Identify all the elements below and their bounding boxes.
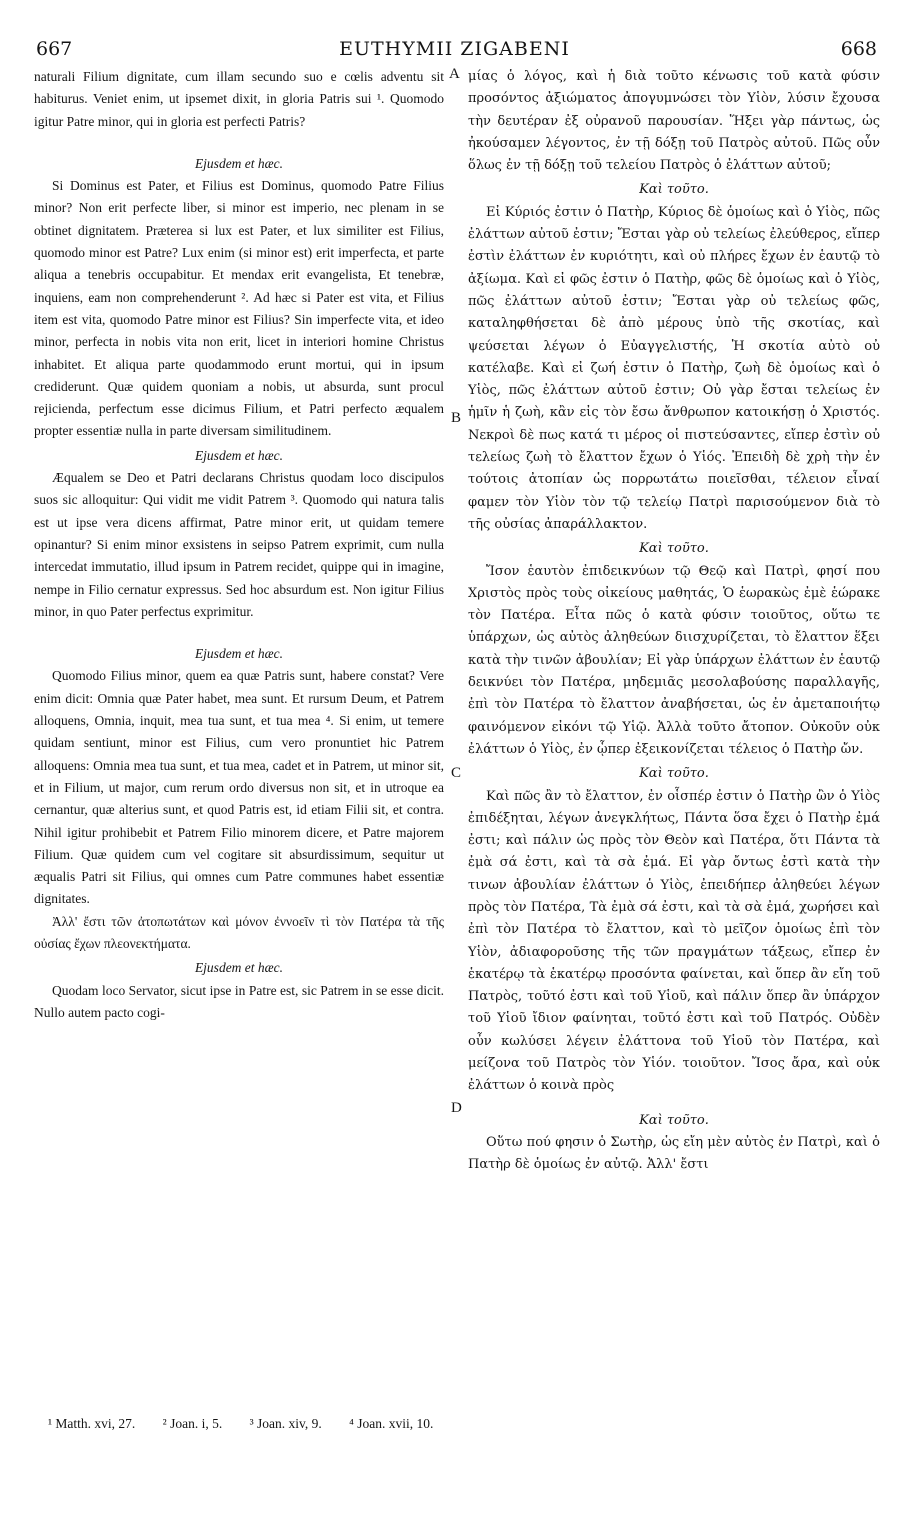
latin-column (34, 66, 444, 1024)
section-heading: Καὶ τοῦτο. (639, 541, 709, 557)
latin-paragraph: naturali Filium dignitate, cum illam secundo suo e cœlis adventu sit habiturus. Veniet enim, ut ipsemet dixit, in gloria Patris sui ¹. Quomodo igitur Patre minor, qui in gloria est perfecti Patris? (34, 69, 444, 129)
latin-paragraph: Si Dominus est Pater, et Filius est Dominus, quomodo Patre Filius minor? Non erit perfecte liber, si minor est imperio, nec plenam in se obtinet dignitatem. Præterea si lux est Pater, et lux similiter est Filius, quomodo minor est Patre? Lux enim (si minor est) erit imperfecta, et parte aliqua a tenebris occupabitur. Et mendax erit evangelista, Et tenebræ, inquiens, eam non comprehenderunt ². Ad hæc si Pater est vita, et Filius item est vita, quomodo Patre minor est Filius? Sin imperfecte vita, et ideo minor, perfecta in nobis vita non erit, licet in interiori homine Christus inhabitet. Et aliqua parte quodammodo erunt mortui, qui in ipsum crediderunt. Quæ quidem quoniam a nobis, ut absurda, sunt procul rejicienda, perfectum esse dicimus Filium, et Patri perfecto æqualem propter essentiæ nulla in parte diversam similitudinem. (34, 178, 444, 439)
margin-letter-d: D (451, 1100, 462, 1116)
greek-spill-line: Ἀλλ' ἔστι τῶν ἀτοπωτάτων καὶ μόνον ἐννοεῖν τὶ τὸν Πατέρα τὰ τῆς οὐσίας ἔχων πλεονεκτήματα. (34, 913, 444, 951)
page-number-left: 667 (36, 38, 73, 60)
margin-letter-a: A (449, 66, 460, 82)
page-header (30, 38, 879, 64)
latin-paragraph: Quomodo Filius minor, quem ea quæ Patris sunt, habere constat? Vere enim dicit: Omnia quæ Pater habet, mea sunt. Et rursum Deum, et Patrem alloquens, Omnia, inquit, mea tua sunt, et tua mea ⁴. Si enim, ut temere quidam sentiunt, minor est Filius, cum vero pronuntiet hic Patrem alloquens: Omnia mea tua sunt, et tua mea, cadet et in Patrem, ut minor sit, et in Filium, ut major, cum rerum ordo diversus non sit, et in utroque ea cernantur, quæ alterius sunt, et quod Patris est, id etiam Filii sit, et contra. Nihil igitur prohibebit et Patrem Filio minorem dicere, et Patre majorem Filium. Quæ quidem cum vel cogitare sit absurdissimum, sequitur ut æqualis Patri sit Filius, qui omnes cum Patre communes habet essentiæ dignitates. (34, 668, 444, 907)
greek-column (468, 66, 880, 1177)
section-heading: Καὶ τοῦτο. (639, 182, 709, 198)
section-heading: Καὶ τοῦτο. (639, 766, 709, 782)
footnote: ¹ Matth. xvi, 27. (48, 1416, 136, 1431)
running-title: EUTHYMII ZIGABENI (339, 38, 570, 60)
greek-paragraph: Εἰ Κύριός ἐστιν ὁ Πατὴρ, Κύριος δὲ ὁμοίως καὶ ὁ Υἱὸς, πῶς ἐλάττων αὐτοῦ ἐστιν; Ἔσται γὰρ οὐ τελείως ἐλεύθερος, εἴπερ ἐστὶν ἐλάττων ἐν κυριότητι, καὶ οὐ πλήρες ἔχων ἐν ἑαυτῷ τὸ ἀξίωμα. Καὶ εἰ φῶς ἐστιν ὁ Πατὴρ, φῶς δὲ ὁμοίως καὶ ὁ Υἱὸς, πῶς ἐλάττων αὐτοῦ ἐστιν; Ἔσται γὰρ οὐ τελείως φῶς, καταληφθήσεται δὲ ἀπὸ μέρους ὑπὸ τῆς σκοτίας, καὶ ψεύσεται λέγων ὁ Εὐαγγελιστής, Ἡ σκοτία αὐτὸ οὐ κατέλαβε. Καὶ εἰ ζωή ἐστιν ὁ Πατὴρ, ζωὴ δὲ ὁμοίως καὶ ὁ Υἱὸς, πῶς ἐλάττων αὐτοῦ ἐστιν; Οὐ γὰρ ἔσται τελείως ἐν ἡμῖν ἡ ζωὴ, κἂν εἰς τὸν ἔσω ἄνθρωπον κατοικήσῃ ὁ Χριστός. Νεκροὶ δὲ πως κατά τι μέρος οἱ πιστεύσαντες, εἴπερ ἐστὶν οὐ τελείως ζωὴ τὸ ἔλαττον ἔχων ὁ Υἱός. Ἐπειδὴ δὲ χρὴ τὴν ἐν τούτοις ἀτοπίαν ὡς πορρωτάτω ποιεῖσθαι, τέλειον εἶναί φαμεν τὸν Υἱὸν τὸν τῷ τελείῳ Πατρὶ παρισούμενον διὰ τὸ τῆς οὐσίας ἀπαράλλακτον. (468, 204, 880, 532)
section-heading: Ejusdem et hæc. (194, 646, 284, 662)
footnote: ² Joan. i, 5. (162, 1416, 223, 1431)
greek-paragraph: Ἴσον ἑαυτὸν ἐπιδεικνύων τῷ Θεῷ καὶ Πατρὶ, φησί που Χριστὸς πρὸς τοὺς οἰκείους μαθητάς, Ὁ ἑωρακὼς ἐμὲ ἑώρακε τὸν Πατέρα. Εἶτα πῶς ὁ κατὰ φύσιν τοιοῦτος, οὕτω τε ὑπάρχων, ὡς αὐτὸς ἀληθεύων διισχυρίζεται, τὸ ἔλαττον ἕξει κατὰ τὴν τινῶν ἀβουλίαν; Εἰ γὰρ ὑπάρχων ἐλάττων ἐν ἑαυτῷ δεικνύει τὸν Πατέρα, μηδεμιᾶς μεσολαβούσης παραλλαγῆς, ἐπὶ τὸν Πατέρα τὸ ἔλαττον ἀναβήσεται, ὡς ἐν ἀμεταποιήτῳ φαινόμενον εἰκόνι τῷ Υἱῷ. Ἀλλὰ τοῦτο ἄτοπον. Οὐκοῦν οὐκ ἐλάττων ὁ Υἱὸς, ἐν ᾧπερ ἐξεικονίζεται τέλειος ὁ Πατὴρ ὤν. (468, 563, 880, 757)
margin-letter-b: B (451, 410, 462, 426)
greek-paragraph: μίας ὁ λόγος, καὶ ἡ διὰ τοῦτο κένωσις τοῦ κατὰ φύσιν προσόντος ἀξιώματος ἀπογυμνώσει τὸν Υἱὸν, λύσιν ἔχουσα τὴν δευτέραν ἐξ οὐρανοῦ παρουσίαν. Ἥξει γὰρ πάντως, ὡς ἠκούσαμεν λέγοντος, ἐν τῇ δόξῃ τοῦ Πατρὸς αὐτοῦ. Πῶς οὖν ὅλως ἐν τῇ δόξῃ τοῦ τελείου Πατρὸς ὁ ἐλάττων αὐτοῦ; (468, 69, 880, 174)
greek-paragraph: Οὕτω πού φησιν ὁ Σωτὴρ, ὡς εἴη μὲν αὐτὸς ἐν Πατρὶ, καὶ ὁ Πατὴρ δὲ ὁμοίως ἐν αὐτῷ. Ἀλλ' ἔστι (468, 1134, 880, 1173)
section-heading: Καὶ τοῦτο. (639, 1112, 709, 1128)
latin-paragraph: Quodam loco Servator, sicut ipse in Patre est, sic Patrem in se esse dicit. Nullo autem pacto cogi- (34, 982, 444, 1020)
margin-letter-c: C (451, 765, 462, 781)
footnote: ³ Joan. xiv, 9. (249, 1416, 322, 1431)
latin-paragraph: Æqualem se Deo et Patri declarans Christus quodam loco discipulos suos sic alloquitur: Qui vidit me vidit Patrem ³. Quomodo qui natura talis est ut ipse vera dicens affirmat, Patre minor erit, ut quidam temere opinantur? Si enim minor exsistens in seipso Patrem exprimit, cum nulla intercedat immutatio, illud ipsum in Patrem recidet, quippe qui in imagine, nempe in Filio cernatur expressus. Sed hoc absurdum est. Non igitur Filius minor, in quo Pater perfectus exprimitur. (34, 470, 444, 619)
section-heading: Ejusdem et hæc. (194, 155, 284, 171)
section-heading: Ejusdem et hæc. (194, 960, 284, 976)
page-number-right: 668 (840, 38, 877, 60)
footnote: ⁴ Joan. xvii, 10. (349, 1416, 434, 1431)
section-heading: Ejusdem et hæc. (194, 447, 284, 463)
footnotes (48, 1416, 868, 1432)
greek-paragraph: Καὶ πῶς ἂν τὸ ἔλαττον, ἐν οἷσπέρ ἐστιν ὁ Πατὴρ ὢν ὁ Υἱὸς ἐπιδέξηται, λέγων ἀνεγκλήτως, Πάντα ὅσα ἔχει ὁ Πατὴρ ἐμά ἐστι; καὶ πάλιν ὡς πρὸς τὸν Θεὸν καὶ Πατέρα, ὅτι Πάντα τὰ ἐμὰ σά ἐστι, καὶ τὰ σὰ ἐμά. Εἰ γὰρ ὄντως ἐστὶ κατὰ τὴν τινων ἀβουλίαν ἐλάττων ὁ Υἱὸς, ἐπειδήπερ ἀληθεύει λέγων πρὸς τὸν Πατέρα, Τὰ ἐμὰ σά ἐστι, καὶ τὰ σὰ ἐμά, χωρήσει καὶ ἐπὶ τὸν Πατέρα τὸ ἔλαττον, καὶ τὸ μεῖζον ὁμοίως ἐπὶ τὸν Υἱὸν, ἀδιαφοροῦσης τῆς τῶν πραγμάτων τάξεως, εἴπερ ἐν ἑκατέρῳ τὰ ἑκατέρῳ προσόντα φαίνεται, καὶ ὅπερ ἂν εἴη τοῦ Πατρὸς, τοῦτό ἐστι καὶ τοῦ Υἱοῦ, καὶ πάλιν ὅπερ ἂν ὑπάρχον τοῦ Υἱοῦ ἴδιον φαίνηται, τοῦτό ἐστι καὶ τοῦ Πατρός. Οὐδὲν οὖν κωλύσει λέγειν ἐλάττονα τοῦ Υἱοῦ τὸν Πατέρα, καὶ μείζονα τοῦ Πατρὸς τὸν Υἱόν. τοιοῦτον. Ἴσος ἄρα, καὶ οὐκ ἐλάττων ὁ κοινὰ πρὸς (468, 788, 880, 1094)
